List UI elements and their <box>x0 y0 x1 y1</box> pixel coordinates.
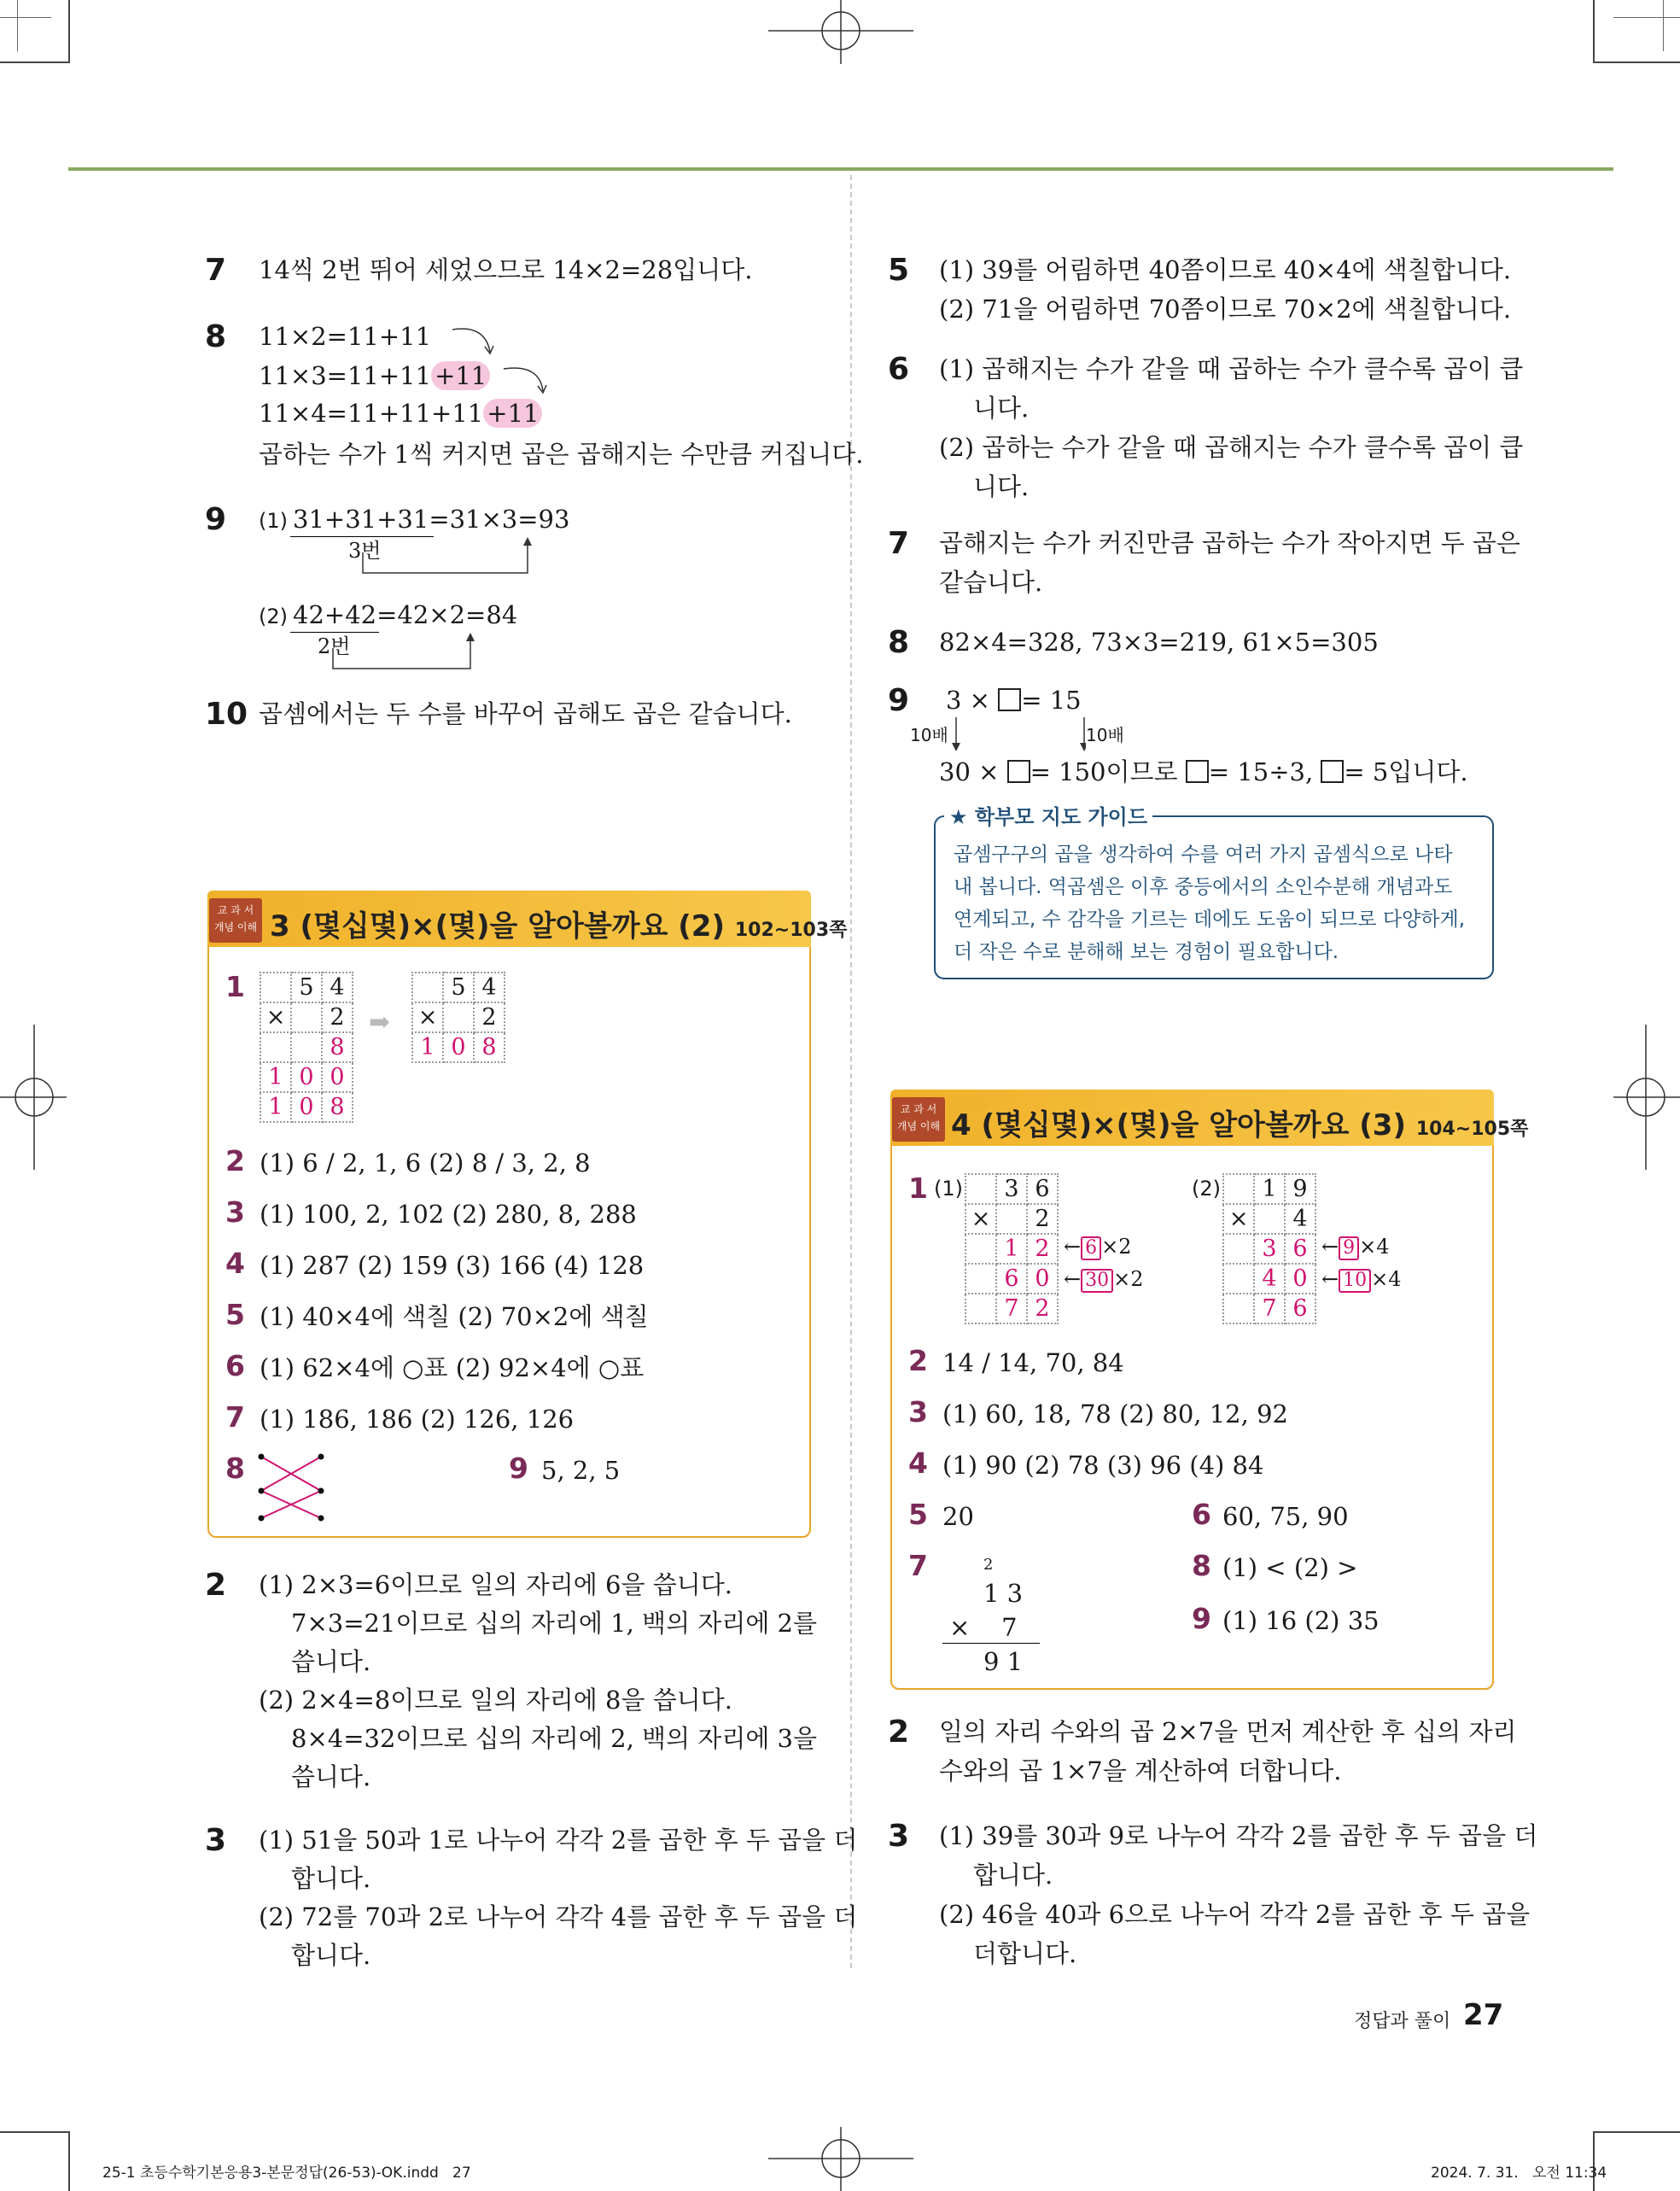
solution-line: 8×4=32이므로 십의 자리에 2, 백의 자리에 3을 <box>291 1724 818 1753</box>
multiplication-grid <box>411 972 505 1063</box>
grid-row <box>260 1032 353 1062</box>
question-number: 6 <box>888 352 910 387</box>
grid-cell <box>1223 1234 1254 1264</box>
equation-line: 11×4=11+11+11 +11 <box>259 396 542 430</box>
grid-cell: 1 <box>1254 1174 1285 1204</box>
equation-line: 11×2=11+11 <box>259 322 432 351</box>
answer-number: 1 <box>908 1171 928 1205</box>
grid-row <box>1223 1264 1315 1294</box>
grid-row <box>412 1002 505 1032</box>
grid-cell: 0 <box>1027 1264 1058 1294</box>
grid-cell: 8 <box>322 1092 353 1122</box>
page-number: 27 <box>1463 1998 1504 2032</box>
multiplication-grid <box>260 972 353 1123</box>
guide-line: 더 작은 수로 분해해 보는 경험이 필요합니다. <box>954 941 1339 963</box>
explanation-text: 곱하는 수가 1씩 커지면 곱은 곱해지는 수만큼 커집니다. <box>259 440 864 469</box>
question-number: 2 <box>205 1568 227 1603</box>
grid-cell: 5 <box>443 973 474 1002</box>
line-matching-diagram <box>253 1450 338 1527</box>
file-info: 25-1 초등수학기본응용3-본문정답(26-53)-OK.indd 27 <box>102 2165 471 2182</box>
grid-cell <box>443 1002 474 1032</box>
answer-number: 7 <box>908 1549 928 1582</box>
grid-row <box>412 1032 505 1062</box>
grid-cell: 2 <box>1027 1204 1058 1234</box>
grid-cell: 0 <box>291 1062 322 1092</box>
equation-line: 42+42=42×2=84 <box>293 600 518 629</box>
answer-text: 14 / 14, 70, 84 <box>942 1348 1124 1377</box>
grid-row <box>965 1234 1058 1264</box>
grid-cell: × <box>412 1002 443 1032</box>
solution-line: 씁니다. <box>291 1647 371 1676</box>
answer-line: (1) 곱해지는 수가 같을 때 곱하는 수가 클수록 곱이 큽 <box>939 354 1524 383</box>
scale-label: 10배 <box>1086 725 1124 745</box>
grid-cell: 6 <box>1285 1294 1315 1323</box>
partial-product-note: ← 9 ×4 <box>1321 1235 1390 1259</box>
vertical-calc-row: × 7 <box>949 1613 1018 1642</box>
part-label: (1) <box>934 1177 963 1201</box>
solution-line: (1) 51을 50과 1로 나누어 각각 2를 곱한 후 두 곱을 더 <box>259 1826 858 1855</box>
answer-text: (1) 62×4에 ○표 (2) 92×4에 ○표 <box>260 1353 645 1382</box>
answer-number: 5 <box>908 1498 928 1531</box>
grid-row <box>1223 1234 1315 1264</box>
grid-cell: 4 <box>474 973 505 1002</box>
question-number: 7 <box>205 253 227 288</box>
grid-cell: 0 <box>291 1092 322 1122</box>
section-title: 4 (몇십몇)×(몇)을 알아볼까요 (3) 104~105쪽 <box>951 1108 1529 1142</box>
question-number: 8 <box>205 319 227 354</box>
grid-cell <box>965 1294 996 1323</box>
grid-row <box>1223 1294 1315 1323</box>
count-label: 2번 <box>318 634 351 658</box>
vertical-calc-row: 9 1 <box>983 1647 1024 1676</box>
grid-cell: 2 <box>474 1002 505 1032</box>
blank-box <box>1007 760 1030 783</box>
grid-cell <box>412 973 443 1002</box>
partial-product-note: ← 6 ×2 <box>1064 1235 1132 1259</box>
answer-number: 1 <box>225 970 245 1003</box>
answer-line: 니다. <box>973 472 1030 501</box>
grid-cell <box>1223 1294 1254 1323</box>
solution-line: 합니다. <box>291 1941 371 1970</box>
solution-line: 씁니다. <box>291 1762 371 1791</box>
registration-mark-left <box>0 1025 68 1170</box>
grid-row <box>260 1062 353 1092</box>
guide-line: 곱셈구구의 곱을 생각하여 수를 여러 가지 곱셈식으로 나타 <box>954 844 1453 866</box>
grid-cell: 0 <box>443 1032 474 1062</box>
equation-line: 11×3=11+11 +11 <box>259 359 490 393</box>
part-label: (2) <box>1192 1177 1221 1201</box>
answer-text: (1) < (2) > <box>1222 1553 1358 1582</box>
partial-product-note: ← 30 ×2 <box>1064 1267 1144 1291</box>
guide-line: 연계되고, 수 감각을 기르는 데에도 도움이 되므로 다양하게, <box>954 909 1466 931</box>
answer-number: 8 <box>1192 1549 1211 1582</box>
grid-cell: 1 <box>996 1234 1027 1264</box>
answer-text: (1) 6 / 2, 1, 6 (2) 8 / 3, 2, 8 <box>260 1148 591 1177</box>
multiplication-grid <box>1222 1173 1316 1324</box>
arrow-icon <box>949 716 1086 758</box>
scale-label: 10배 <box>910 725 948 745</box>
answer-number: 9 <box>1192 1602 1211 1635</box>
answer-number: 5 <box>225 1298 245 1331</box>
answer-text: (1) 60, 18, 78 (2) 80, 12, 92 <box>942 1399 1288 1429</box>
equation-line: 31+31+31=31×3=93 <box>293 505 570 534</box>
grid-cell <box>1223 1264 1254 1294</box>
grid-row <box>260 973 353 1002</box>
equation-line: 30 × = 150이므로 = 15÷3, = 5입니다. <box>939 757 1468 786</box>
grid-row <box>1223 1174 1315 1204</box>
answer-line: (1) 39를 어림하면 40쯤이므로 40×4에 색칠합니다. <box>939 255 1512 284</box>
answer-text: (1) 16 (2) 35 <box>1222 1606 1380 1635</box>
question-number: 2 <box>888 1715 910 1750</box>
answer-text: (1) 90 (2) 78 (3) 96 (4) 84 <box>942 1451 1264 1480</box>
grid-cell <box>260 973 291 1002</box>
grid-cell: 1 <box>260 1092 291 1122</box>
grid-row <box>260 1002 353 1032</box>
grid-cell: 1 <box>260 1062 291 1092</box>
grid-cell: 7 <box>996 1294 1027 1323</box>
question-number: 8 <box>888 625 910 660</box>
grid-cell: 1 <box>412 1032 443 1062</box>
grid-row <box>965 1294 1058 1323</box>
grid-cell: 0 <box>322 1062 353 1092</box>
answer-number: 4 <box>225 1247 245 1280</box>
solution-line: 더합니다. <box>973 1939 1077 1968</box>
grid-row <box>965 1174 1058 1204</box>
calc-line <box>942 1643 1040 1644</box>
vertical-calc-row: 1 3 <box>983 1579 1024 1608</box>
answer-line: 같습니다. <box>939 568 1043 597</box>
grid-cell: 9 <box>1285 1174 1315 1204</box>
answer-text: 14씩 2번 뛰어 세었으므로 14×2=28입니다. <box>259 255 753 284</box>
answer-number: 2 <box>908 1344 928 1377</box>
registration-mark-bottom <box>768 2123 913 2191</box>
question-number: 3 <box>888 1819 910 1854</box>
grid-row <box>1223 1204 1315 1234</box>
answer-number: 2 <box>225 1144 245 1177</box>
grid-cell: 6 <box>1027 1174 1058 1204</box>
textbook-badge: 교 과 서 개념 이해 <box>892 1097 945 1142</box>
top-rule <box>68 167 1613 171</box>
solution-line: 합니다. <box>973 1861 1053 1890</box>
grid-row <box>412 973 505 1002</box>
grid-cell: 8 <box>322 1032 353 1062</box>
grid-cell <box>291 1002 322 1032</box>
grid-cell: × <box>965 1204 996 1234</box>
grid-cell: 3 <box>996 1174 1027 1204</box>
solution-line: (1) 39를 30과 9로 나누어 각각 2를 곱한 후 두 곱을 더 <box>939 1821 1538 1850</box>
answer-line: 니다. <box>973 394 1030 423</box>
grid-cell <box>1254 1204 1285 1234</box>
answer-number: 4 <box>908 1446 928 1480</box>
answer-number: 3 <box>908 1395 928 1429</box>
question-number: 3 <box>205 1823 227 1858</box>
guide-line: 내 봅니다. 역곱셈은 이후 중등에서의 소인수분해 개념과도 <box>954 876 1453 898</box>
question-number: 9 <box>205 502 227 537</box>
answer-text: 20 <box>942 1502 974 1531</box>
carry-digit: 2 <box>983 1556 994 1574</box>
grid-cell: 6 <box>996 1264 1027 1294</box>
question-number: 7 <box>888 526 910 561</box>
grid-cell: 7 <box>1254 1294 1285 1323</box>
solution-line: 수와의 곱 1×7을 계산하여 더합니다. <box>939 1756 1342 1785</box>
print-date: 2024. 7. 31. 오전 11:34 <box>1431 2165 1607 2182</box>
grid-row <box>965 1204 1058 1234</box>
grid-cell: 2 <box>1027 1234 1058 1264</box>
question-number: 9 <box>888 683 910 718</box>
section-title: 3 (몇십몇)×(몇)을 알아볼까요 (2) 102~103쪽 <box>270 909 848 944</box>
grid-cell: 2 <box>1027 1294 1058 1323</box>
blank-box <box>1321 760 1344 783</box>
grid-row <box>260 1092 353 1122</box>
answer-text: (1) 287 (2) 159 (3) 166 (4) 128 <box>260 1251 645 1280</box>
grid-cell: 4 <box>322 973 353 1002</box>
answer-text: (1) 40×4에 색칠 (2) 70×2에 색칠 <box>260 1302 649 1331</box>
answer-line: 82×4=328, 73×3=219, 61×5=305 <box>939 628 1379 657</box>
arrow-icon <box>444 318 563 412</box>
answer-number: 7 <box>225 1400 245 1434</box>
textbook-badge: 교 과 서 개념 이해 <box>209 898 262 943</box>
grid-cell <box>965 1174 996 1204</box>
footer-label: 정답과 풀이 <box>1354 2011 1451 2032</box>
grid-cell <box>965 1264 996 1294</box>
blank-box <box>1186 760 1209 783</box>
multiplication-grid <box>965 1173 1059 1324</box>
grid-cell: 8 <box>474 1032 505 1062</box>
answer-number: 8 <box>225 1452 245 1485</box>
grid-cell: 2 <box>322 1002 353 1032</box>
answer-text: 5, 2, 5 <box>541 1456 621 1485</box>
count-label: 3번 <box>348 539 382 563</box>
grid-cell: 4 <box>1254 1264 1285 1294</box>
registration-mark-top <box>768 0 913 68</box>
equation-line: 3 × = 15 <box>946 686 1082 715</box>
grid-cell: 6 <box>1285 1234 1315 1264</box>
grid-cell <box>1223 1174 1254 1204</box>
solution-line: 합니다. <box>291 1864 371 1893</box>
answer-text: (1) 100, 2, 102 (2) 280, 8, 288 <box>260 1200 637 1229</box>
question-number: 5 <box>888 253 910 288</box>
solution-line: (2) 2×4=8이므로 일의 자리에 8을 씁니다. <box>259 1686 732 1715</box>
grid-cell: 5 <box>291 973 322 1002</box>
part-label: (2) <box>259 605 288 628</box>
part-label: (1) <box>259 509 288 533</box>
solution-line: (1) 2×3=6이므로 일의 자리에 6을 씁니다. <box>259 1570 732 1599</box>
grid-cell: 0 <box>1285 1264 1315 1294</box>
answer-number: 6 <box>1192 1498 1211 1531</box>
grid-cell: × <box>260 1002 291 1032</box>
answer-line: (2) 곱하는 수가 같을 때 곱해지는 수가 클수록 곱이 큽 <box>939 433 1524 462</box>
answer-line: 곱해지는 수가 커진만큼 곱하는 수가 작아지면 두 곱은 <box>939 529 1520 558</box>
solution-line: (2) 72를 70과 2로 나누어 각각 4를 곱한 후 두 곱을 더 <box>259 1902 858 1931</box>
answer-number: 6 <box>225 1349 245 1382</box>
partial-product-note: ← 10 ×4 <box>1321 1267 1402 1291</box>
question-number: 10 <box>205 697 248 732</box>
solution-line: (2) 46을 40과 6으로 나누어 각각 2를 곱한 후 두 곱을 <box>939 1900 1531 1929</box>
grid-cell: 4 <box>1285 1204 1315 1234</box>
highlight: +11 <box>431 361 490 390</box>
grid-cell <box>291 1032 322 1062</box>
answer-text: (1) 186, 186 (2) 126, 126 <box>260 1405 575 1434</box>
highlight: +11 <box>483 399 542 428</box>
blank-box <box>998 688 1021 711</box>
parent-guide-title: ★ 학부모 지도 가이드 <box>944 800 1152 830</box>
grid-cell: × <box>1223 1204 1254 1234</box>
grid-cell: 3 <box>1254 1234 1285 1264</box>
grid-cell <box>996 1204 1027 1234</box>
registration-mark-right <box>1612 1025 1680 1170</box>
solution-line: 7×3=21이므로 십의 자리에 1, 백의 자리에 2를 <box>291 1609 818 1638</box>
arrow-icon <box>359 534 538 576</box>
answer-text: 60, 75, 90 <box>1222 1502 1349 1531</box>
grid-row <box>965 1264 1058 1294</box>
arrow-icon: ➡ <box>369 1008 391 1037</box>
arrow-icon <box>329 629 482 672</box>
grid-cell <box>965 1234 996 1264</box>
grid-cell <box>260 1032 291 1062</box>
answer-number: 9 <box>509 1452 528 1485</box>
solution-line: 일의 자리 수와의 곱 2×7을 먼저 계산한 후 십의 자리 <box>939 1717 1517 1746</box>
answer-text: 곱셈에서는 두 수를 바꾸어 곱해도 곱은 같습니다. <box>259 699 792 728</box>
answer-line: (2) 71을 어림하면 70쯤이므로 70×2에 색칠합니다. <box>939 295 1512 324</box>
answer-number: 3 <box>225 1195 245 1229</box>
